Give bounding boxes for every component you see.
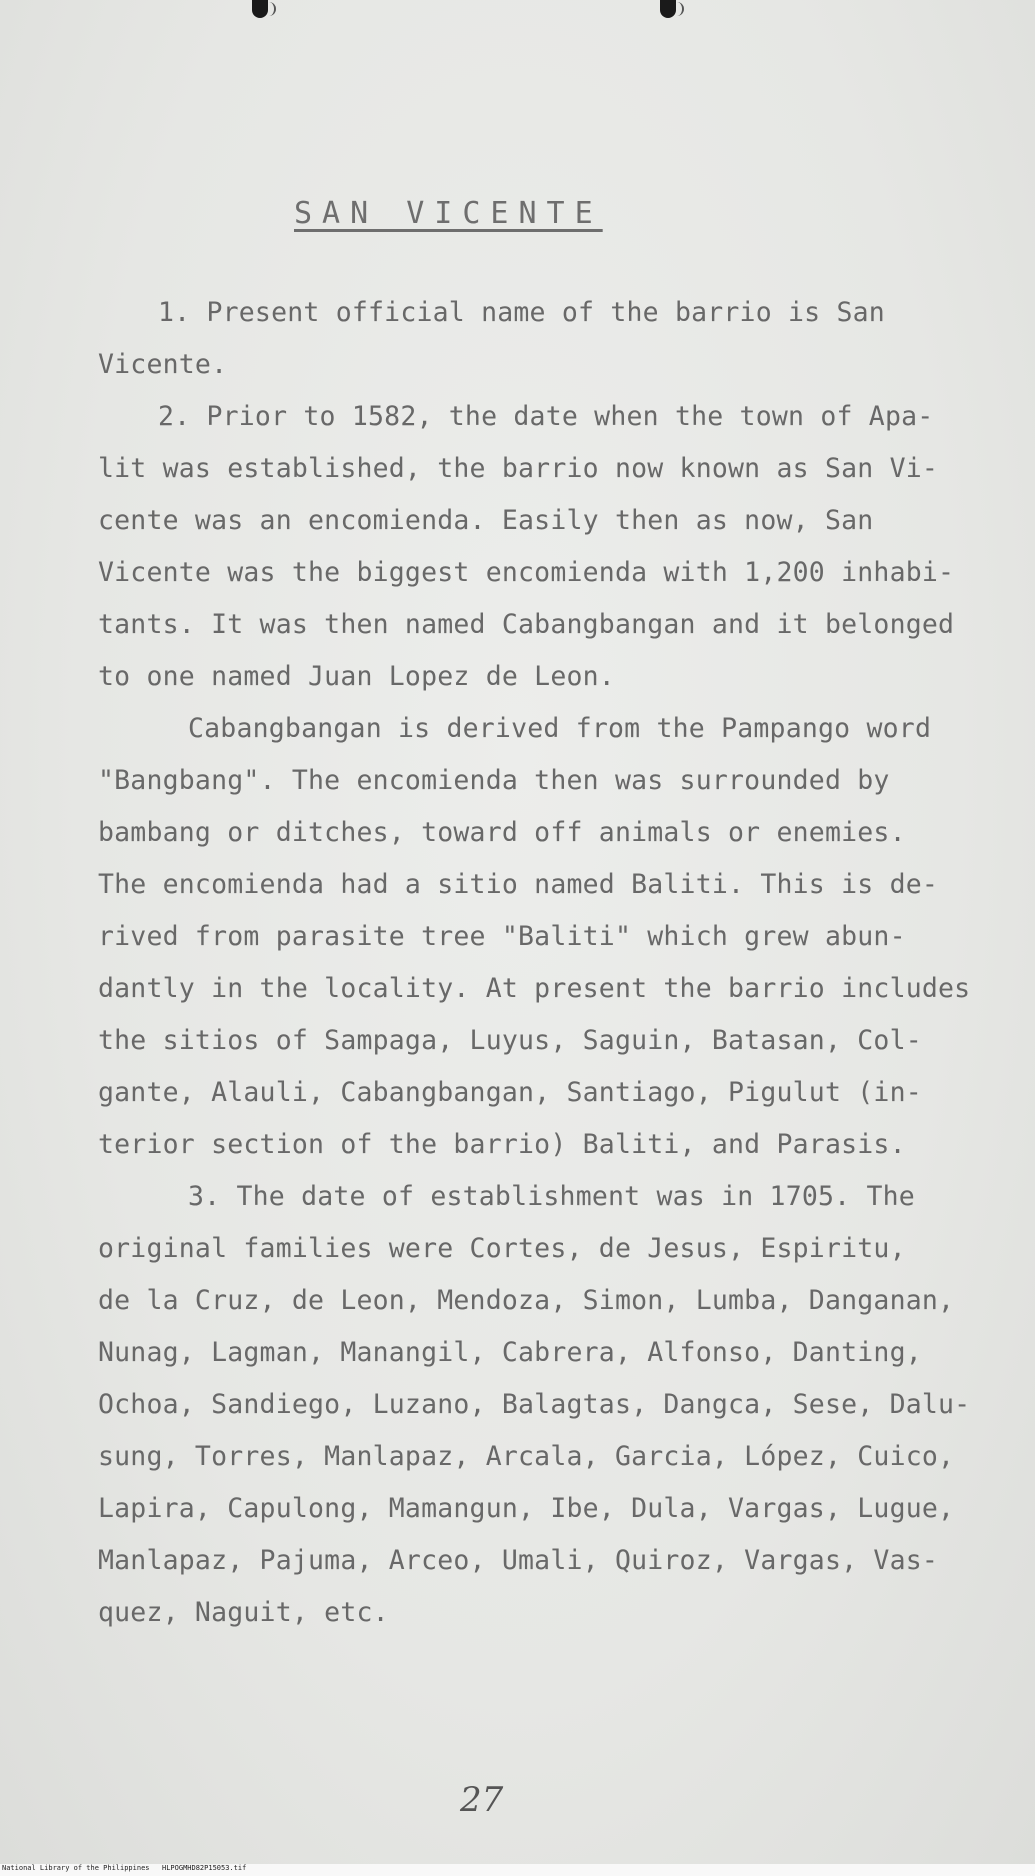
text-line: 1. Present official name of the barrio is San	[158, 297, 885, 328]
text-line: lit was established, the barrio now known as San Vi-	[98, 453, 939, 484]
text-line: Vicente was the biggest encomienda with 1,200 inhabi-	[98, 557, 955, 588]
text-line: Lapira, Capulong, Mamangun, Ibe, Dula, Vargas, Lugue,	[98, 1493, 955, 1524]
text-line: 3. The date of establishment was in 1705. The	[188, 1181, 915, 1212]
text-line: de la Cruz, de Leon, Mendoza, Simon, Lumba, Danganan,	[98, 1285, 955, 1316]
text-line: sung, Torres, Manlapaz, Arcala, Garcia, López, Cuico,	[98, 1441, 955, 1472]
text-line: "Bangbang". The encomienda then was surrounded by	[98, 765, 890, 796]
text-line: terior section of the barrio) Baliti, and Parasis.	[98, 1129, 906, 1160]
folio-number: 27	[460, 1780, 504, 1820]
text-line: cente was an encomienda. Easily then as now, San	[98, 505, 874, 536]
text-line: quez, Naguit, etc.	[98, 1597, 389, 1628]
text-line: tants. It was then named Cabangbangan and it belonged	[98, 609, 955, 640]
punch-hole-left	[252, 0, 268, 18]
text-line: rived from parasite tree "Baliti" which grew abun-	[98, 921, 906, 952]
text-line: Nunag, Lagman, Manangil, Cabrera, Alfonso, Danting,	[98, 1337, 922, 1368]
text-line: Manlapaz, Pajuma, Arceo, Umali, Quiroz, Vargas, Vas-	[98, 1545, 939, 1576]
text-line: Cabangbangan is derived from the Pampango word	[188, 713, 932, 744]
text-line: Vicente.	[98, 349, 228, 380]
text-line: the sitios of Sampaga, Luyus, Saguin, Batasan, Col-	[98, 1025, 922, 1056]
text-line: to one named Juan Lopez de Leon.	[98, 661, 615, 692]
text-line: Ochoa, Sandiego, Luzano, Balagtas, Dangca, Sese, Dalu-	[98, 1389, 971, 1420]
text-line: dantly in the locality. At present the barrio includes	[98, 973, 971, 1004]
text-line: The encomienda had a sitio named Baliti. This is de-	[98, 869, 939, 900]
scan-footer	[0, 1864, 1035, 1876]
text-line: 2. Prior to 1582, the date when the town of Apa-	[158, 401, 934, 432]
punch-hole-right	[660, 0, 676, 18]
text-line: gante, Alauli, Cabangbangan, Santiago, Pigulut (in-	[98, 1077, 922, 1108]
footer-source: National Library of the Philippines	[2, 1864, 150, 1872]
document-title: SAN VICENTE	[294, 196, 603, 231]
footer-filename: HLPOGMHD82P15053.tif	[162, 1864, 247, 1872]
text-line: original families were Cortes, de Jesus, Espiritu,	[98, 1233, 906, 1264]
text-line: bambang or ditches, toward off animals or enemies.	[98, 817, 906, 848]
